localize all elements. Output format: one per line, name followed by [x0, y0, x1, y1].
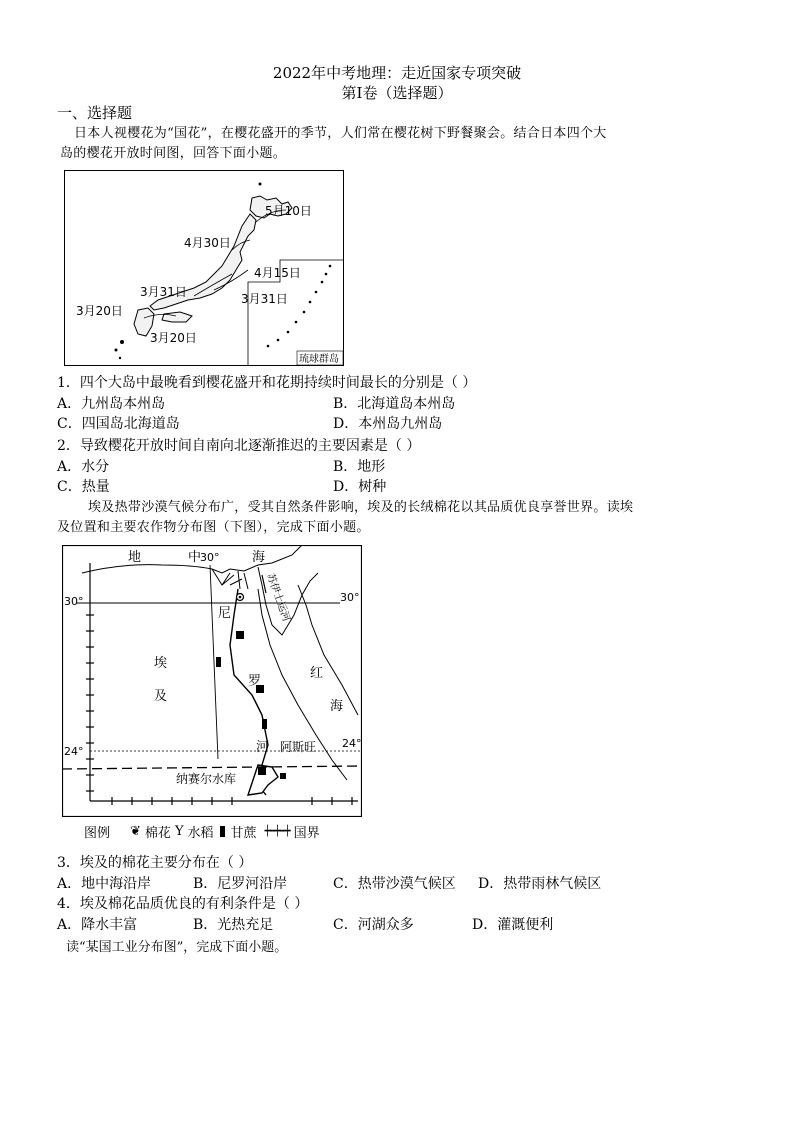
passage-2-line-1: 埃及热带沙漠气候分布广，受其自然条件影响，埃及的长绒棉花以其品质优良享誉世界。读埃: [88, 500, 634, 515]
legend-border: 国界: [293, 826, 320, 841]
label-nile-2: 罗: [248, 674, 262, 689]
question-1-option-b[interactable]: B．北海道岛本州岛: [333, 396, 456, 412]
question-2-option-d[interactable]: D．树种: [333, 479, 387, 495]
japan-map-figure: [64, 170, 344, 366]
japan-label-apr30: 4月30日: [184, 236, 231, 250]
passage-2-line-2: 及位置和主要农作物分布图（下图），完成下面小题。: [57, 520, 370, 535]
passage-1-line-1: 日本人视樱花为“国花”，在樱花盛开的季节，人们常在樱花树下野餐聚会。结合日本四个大: [74, 126, 607, 141]
question-3-stem: 3．埃及的棉花主要分布在（ ）: [57, 855, 253, 871]
label-red-sea-2: 海: [330, 699, 344, 714]
japan-label-mar20-west: 3月20日: [76, 304, 123, 318]
ryukyu-islands-label: 琉球群岛: [299, 354, 339, 365]
label-red-sea-1: 红: [310, 666, 324, 681]
question-4-option-c[interactable]: C．河湖众多: [333, 917, 414, 933]
label-mediterranean-3: 海: [252, 550, 266, 565]
label-lat30-right: 30°: [340, 591, 360, 604]
question-3-option-c[interactable]: C．热带沙漠气候区: [333, 876, 456, 892]
label-lat30-top: 30°: [200, 551, 220, 564]
label-lat24-left: 24°: [64, 745, 84, 758]
label-lat30-left: 30°: [64, 595, 84, 608]
legend-title: 图例: [84, 826, 111, 841]
question-2-option-a[interactable]: A．水分: [57, 459, 110, 475]
question-4-stem: 4．埃及棉花品质优良的有利条件是（ ）: [57, 896, 309, 912]
question-1-option-a[interactable]: A．九州岛本州岛: [57, 396, 166, 412]
question-2-option-c[interactable]: C．热量: [57, 479, 110, 495]
map-legend: [84, 822, 320, 841]
label-aswan: 阿斯旺: [280, 740, 317, 754]
legend-cotton: 棉花: [144, 826, 171, 841]
border-icon: ┿━┿━┿: [264, 826, 290, 837]
legend-sugarcane: 甘蔗: [230, 826, 257, 841]
document-title: 2022年中考地理：走近国家专项突破: [272, 64, 522, 82]
japan-label-apr15: 4月15日: [254, 266, 301, 280]
legend-rice: 水稻: [187, 826, 214, 841]
label-lake-nasser: 纳赛尔水库: [176, 772, 237, 786]
egypt-map-figure: [62, 545, 362, 817]
question-3-option-b[interactable]: B．尼罗河沿岸: [193, 876, 288, 892]
question-1-stem: 1．四个大岛中最晚看到樱花盛开和花期持续时间最长的分别是（ ）: [57, 375, 477, 391]
label-egypt-2: 及: [154, 689, 168, 704]
japan-label-mar20-south: 3月20日: [150, 331, 197, 345]
question-2-stem: 2．导致樱花开放时间自南向北逐渐推迟的主要因素是（ ）: [57, 438, 421, 454]
question-3-option-a[interactable]: A．地中海沿岸: [57, 876, 152, 892]
question-4-option-a[interactable]: A．降水丰富: [57, 917, 138, 933]
question-4-option-d[interactable]: D．灌溉便利: [472, 917, 554, 933]
japan-label-may10: 5月10日: [265, 204, 312, 218]
japan-label-mar31-east: 3月31日: [241, 292, 288, 306]
label-suez-canal: 苏伊士运河: [264, 572, 292, 624]
cotton-icon: ❦: [130, 824, 141, 839]
label-nile-3: 河: [256, 740, 270, 755]
label-mediterranean-2: 中: [188, 550, 202, 565]
question-1-option-c[interactable]: C．四国岛北海道岛: [57, 416, 180, 432]
rice-icon: Y: [174, 824, 184, 839]
passage-3-line-1: 读“某国工业分布图”，完成下面小题。: [66, 940, 288, 955]
document-subtitle: 第I卷（选择题）: [341, 84, 453, 102]
question-3-option-d[interactable]: D．热带雨林气候区: [478, 876, 602, 892]
label-mediterranean-1: 地: [128, 550, 142, 565]
label-nile-1: 尼: [218, 606, 232, 621]
question-1-option-d[interactable]: D．本州岛九州岛: [333, 416, 443, 432]
label-egypt-1: 埃: [154, 656, 168, 671]
question-4-option-b[interactable]: B．光热充足: [193, 917, 274, 933]
question-2-option-b[interactable]: B．地形: [333, 459, 386, 475]
sugarcane-icon: [220, 826, 225, 837]
label-lat24-right: 24°: [342, 737, 362, 750]
japan-label-mar31-west: 3月31日: [140, 285, 187, 299]
passage-1-line-2: 岛的樱花开放时间图，回答下面小题。: [60, 146, 287, 161]
section-heading: 一、选择题: [57, 104, 133, 122]
